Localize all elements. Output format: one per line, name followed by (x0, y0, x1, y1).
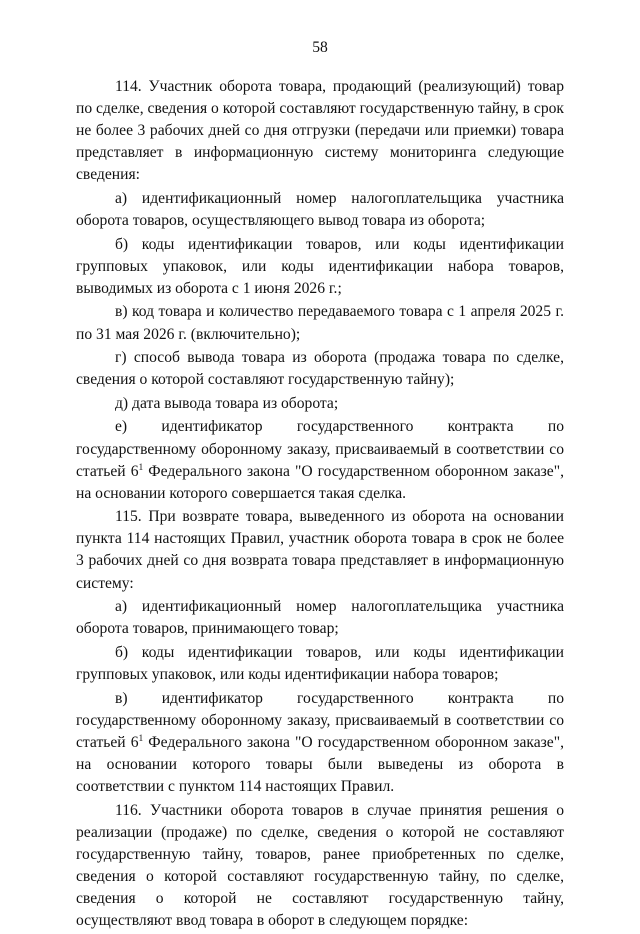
paragraph-text: Федерального закона "О государственном оборонном заказе", на основании которого совершается такая сделка. (76, 462, 564, 502)
paragraph-115-a: а) идентификационный номер налогоплательщика участника оборота товаров, принимающего товар; (76, 598, 564, 638)
paragraph-114-d: д) дата вывода товара из оборота; (115, 394, 339, 412)
paragraph-114-v: в) код товара и количество передаваемого товара с 1 апреля 2025 г. по 31 мая 2026 г. (включительно); (76, 303, 564, 343)
paragraph-114-e (76, 416, 564, 504)
paragraph-115-b: б) коды идентификации товаров, или коды идентификации групповых упаковок, или коды идентификации набора товаров; (76, 643, 564, 683)
paragraph-114: 114. Участник оборота товара, продающий (реализующий) товар по сделке, сведения о которой составляют государственную тайну, в срок не более 3 рабочих дней со дня отгрузки (передачи или приемки) товара представляет в информационную систему мониторинга следующие сведения: (76, 78, 564, 184)
paragraph-text: Федерального закона "О государственном оборонном заказе", на основании которого товары были выведены из оборота в соответствии с пунктом 114 настоящих Правил. (76, 733, 564, 795)
page-number: 58 (312, 39, 328, 56)
paragraph-text: в) идентификатор государственного контракта по государственному оборонному заказу, присваиваемый в соответствии со статьей 6 (76, 689, 564, 751)
paragraph-114-b: б) коды идентификации товаров, или коды идентификации групповых упаковок, или коды идентификации набора товаров, выводимых из оборота с 1 июня 2026 г.; (76, 235, 564, 297)
superscript: 1 (138, 733, 144, 744)
paragraph-text: е) идентификатор государственного контракта по государственному оборонному заказу, присваиваемый в соответствии со статьей 6 (76, 418, 564, 480)
paragraph-116: 116. Участники оборота товаров в случае принятия решения о реализации (продаже) по сделке, сведения о которой не составляют государственную тайну, товаров, ранее приобретенных по сделке, сведения о которой составляют государственную тайну, по сделке, сведения о которой не составляют государственную тайну, осуществляют ввод товара в оборот в следующем порядке: (76, 801, 564, 929)
paragraph-115: 115. При возврате товара, выведенного из оборота на основании пункта 114 настоящих Правил, участник оборота товара в срок не более 3 рабочих дней со дня возврата товара представляет в информационную систему: (76, 508, 564, 592)
document-body (76, 76, 564, 934)
paragraph-115-v (76, 688, 564, 798)
paragraph-114-a: а) идентификационный номер налогоплательщика участника оборота товаров, осуществляющего вывод товара из оборота; (76, 189, 564, 230)
superscript: 1 (138, 462, 144, 473)
paragraph-114-g: г) способ вывода товара из оборота (продажа товара по сделке, сведения о которой составляют государственную тайну); (76, 349, 564, 389)
